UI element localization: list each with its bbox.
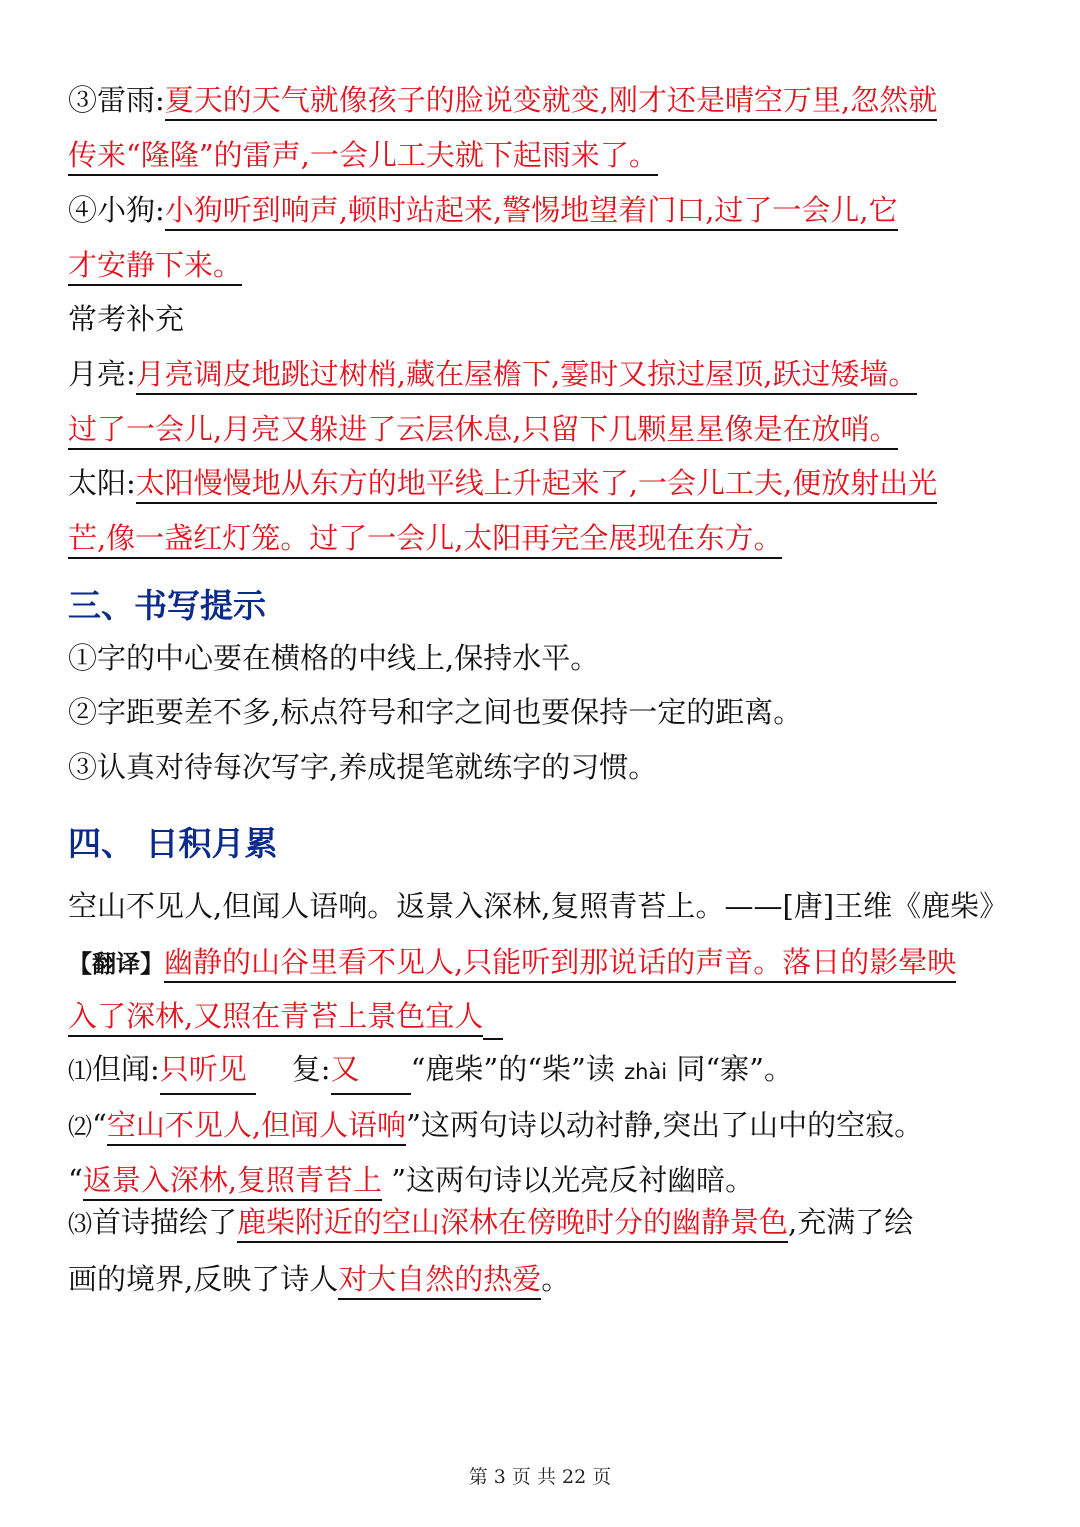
q2-number: ⑵ [68, 1113, 92, 1141]
q1-term-1: 但闻: [92, 1052, 160, 1086]
moon-line-2 [68, 407, 898, 451]
q2-answer-1: 空山不见人, [107, 1108, 261, 1146]
moon-label: 月亮: [68, 357, 136, 391]
leiyu-label: ③雷雨: [68, 83, 165, 117]
translation-line-1 [68, 940, 956, 986]
q1-text-end: 同“寨”。 [676, 1052, 794, 1086]
q1-term-2: 复: [291, 1052, 331, 1086]
page-footer: 第 3 页 共 22 页 [468, 1466, 612, 1488]
q1-number: ⑴ [68, 1057, 92, 1085]
sun-line-2 [68, 516, 782, 560]
gou-answer-2: 才安静下来。 [68, 248, 242, 286]
section-4-heading: 四、 日积月累 [68, 824, 278, 863]
translation-label: 【翻译】 [68, 949, 164, 978]
moon-line-1 [68, 352, 917, 396]
question-3 [68, 1200, 913, 1246]
translation-line-2 [68, 994, 503, 1040]
q2-rest: ”这两句诗以动衬静,突出了山中的空寂。 [406, 1108, 924, 1142]
q1-answer-2: 又 [331, 1047, 411, 1095]
q3-number: ⑶ [68, 1210, 92, 1238]
leiyu-answer-1: 夏天的天气就像孩子的脸说变就变,刚才还是晴空万里,忽然就 [165, 83, 937, 121]
translation-text-2: 入了深林,又照在青苔上景色宜人 [68, 999, 483, 1037]
sun-answer-2: 芒,像一盏红灯笼。过了一会儿,太阳再完全展现在东方。 [68, 521, 782, 559]
writing-tip-2: ②字距要差不多,标点符号和字之间也要保持一定的距离。 [68, 695, 803, 729]
q2b-answer-1: 返景入深林, [83, 1163, 237, 1201]
writing-tip-3: ③认真对待每次写字,养成提笔就练字的习惯。 [68, 750, 658, 784]
q2b-rest: ”这两句诗以光亮反衬幽暗。 [382, 1163, 755, 1197]
poem-line: 空山不见人,但闻人语响。返景入深林,复照青苔上。——[唐]王维《鹿柴》 [68, 889, 1009, 923]
q3-text-2: ,充满了绘 [788, 1205, 914, 1239]
q1-text: “鹿柴”的“柴”读 [410, 1052, 615, 1086]
translation-blank-tail [483, 994, 503, 1040]
q2-answer-2: 但闻人语响 [261, 1108, 406, 1146]
writing-tip-1: ①字的中心要在横格的中线上,保持水平。 [68, 641, 600, 675]
moon-answer-2: 过了一会儿,月亮又躲进了云层休息,只留下几颗星星像是在放哨。 [68, 412, 898, 450]
section-3-heading: 三、书写提示 [68, 586, 266, 625]
q3-answer-2: 对大自然的热爱 [338, 1262, 541, 1300]
question-2b [68, 1158, 754, 1202]
sun-label: 太阳: [68, 466, 136, 500]
q1-answer-1: 只听见 [160, 1047, 256, 1095]
sun-answer-1: 太阳慢慢地从东方的地平线上升起来了,一会儿工夫,便放射出光 [136, 466, 937, 504]
translation-text-1: 幽静的山谷里看不见人,只能听到那说话的声音。落日的影晕映 [164, 945, 956, 983]
moon-answer-1: 月亮调皮地跳过树梢,藏在屋檐下,霎时又掠过屋顶,跃过矮墙。 [136, 357, 918, 395]
supplement-title: 常考补充 [68, 302, 185, 336]
sun-line-1 [68, 461, 937, 505]
question-2 [68, 1103, 923, 1149]
leiyu-line-2 [68, 133, 658, 177]
q3-text-1: 首诗描绘了 [92, 1205, 238, 1239]
gou-label: ④小狗: [68, 193, 165, 227]
q1-pinyin: zhài [624, 1060, 668, 1084]
q3-text-4: 。 [541, 1262, 571, 1296]
gou-line-2 [68, 243, 242, 287]
q2b-answer-2: 复照青苔上 [237, 1163, 382, 1201]
leiyu-line-1 [68, 78, 937, 122]
question-3b [68, 1257, 570, 1301]
question-1 [68, 1047, 793, 1095]
q3-answer-1: 鹿柴附近的空山深林在傍晚时分的幽静景色 [237, 1205, 788, 1243]
q3-text-3: 画的境界,反映了诗人 [68, 1262, 339, 1296]
gou-answer-1: 小狗听到响声,顿时站起来,警惕地望着门口,过了一会儿,它 [165, 193, 898, 231]
q2b-open-quote: “ [68, 1163, 83, 1197]
q2-open-quote: “ [92, 1108, 107, 1142]
leiyu-answer-2: 传来“隆隆”的雷声,一会儿工夫就下起雨来了。 [68, 138, 658, 176]
gou-line-1 [68, 188, 898, 232]
